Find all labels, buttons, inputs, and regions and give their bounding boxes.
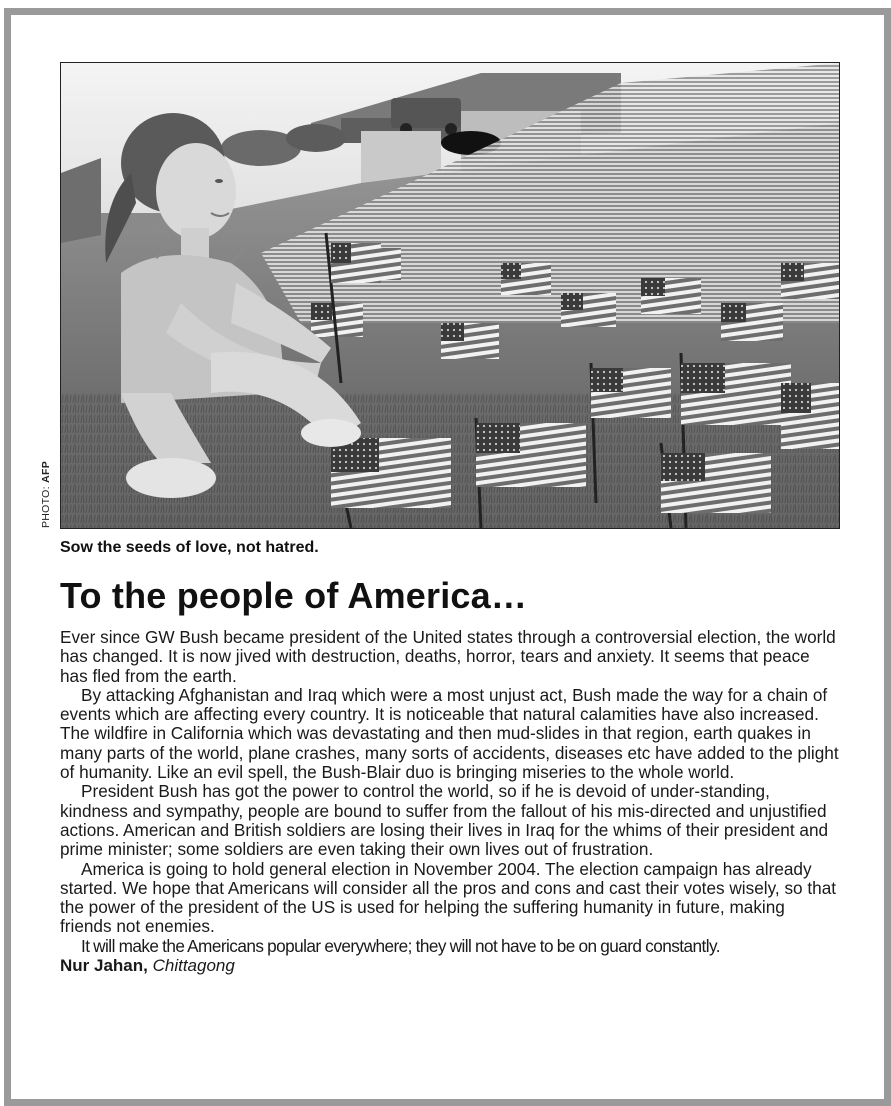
- author-city: Chittagong: [152, 956, 235, 976]
- paragraph: By attacking Afghanistan and Iraq which were a most unjust act, Bush made the way for a chain of events which are affecting every country. It is noticeable that natural calamities have also increased. The wildfire in California which was devastating and then mud-slides in that region, earth quakes in many parts of the world, plane crashes, many sorts of accidents, diseases etc have added to the plight of humanity. Like an evil spell, the Bush-Blair duo is bringing miseries to the whole world.: [60, 684, 839, 783]
- paragraph: It will make the Americans popular everywhere; they will not have to be on guard constantly.: [81, 935, 720, 956]
- article-body: [60, 628, 840, 975]
- paragraph: America is going to hold general election in November 2004. The election campaign has already started. We hope that Americans will consider all the pros and cons and cast their votes wisely, so that the power of the president of the US is used for helping the suffering humanity in future, making friends not enemies.: [60, 858, 837, 937]
- paragraph: President Bush has got the power to control the world, so if he is devoid of under-standing, kindness and sympathy, people are bound to suffer from the fallout of his mis-directed and unjustified actions. American and British soldiers are losing their lives in Iraq for the whims of their president and prime minister; some soldiers are even taking their own lives out of frustration.: [60, 781, 829, 860]
- author-signoff: [60, 956, 840, 975]
- photo-caption: Sow the seeds of love, not hatred.: [60, 539, 319, 556]
- photo-credit: PHOTO: AFP: [40, 461, 52, 528]
- news-photo-girl-with-flags: [60, 62, 840, 529]
- author-name: Nur Jahan,: [60, 956, 148, 976]
- article-headline: To the people of America…: [60, 575, 528, 616]
- paragraph: Ever since GW Bush became president of the United states through a controversial election, the world has changed. It is now jived with destruction, deaths, horror, tears and anxiety. It seems that peace has fled from the earth.: [60, 627, 836, 686]
